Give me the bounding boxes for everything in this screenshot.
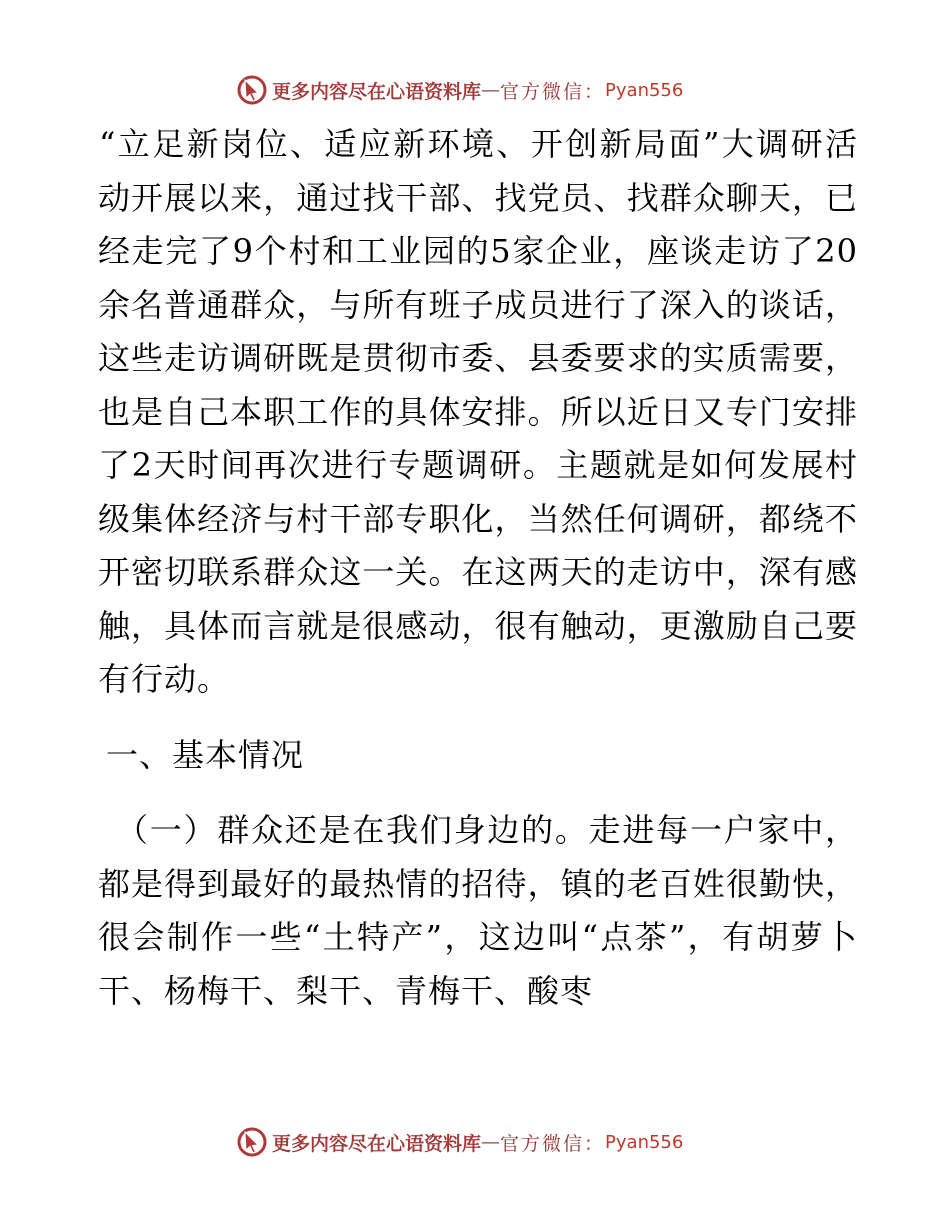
watermark-id: Pyan556 [605,1131,684,1153]
paragraph-section-1-text: （一）群众还是在我们身边的。走进每一户家中，都是得到最好的最热情的招待，镇的老百姓很勤快，很会制作一些“土特产”，这边叫“点茶”，有胡萝卜干、杨梅干、梨干、青梅干、酸枣 [98,811,858,1010]
paragraph-intro: “立足新岗位、适应新环境、开创新局面”大调研活动开展以来，通过找干部、找党员、找群众聊天，已经走完了9个村和工业园的5家企业，座谈走访了20余名普通群众，与所有班子成员进行了深入的谈话，这些走访调研既是贯彻市委、县委要求的实质需要，也是自己本职工作的具体安排。所以近日又专门安排了2天时间再次进行专题调研。主题就是如何发展村级集体经济与村干部专职化，当然任何调研，都绕不开密切联系群众这一关。在这两天的走访中，深有感触，具体而言就是很感动，很有触动，更激励自己要有行动。 [98,125,858,698]
watermark-separator: — [481,79,501,101]
watermark-label: 官方微信： [500,1132,606,1155]
watermark-separator: — [481,1131,501,1153]
document-body [98,118,858,1018]
watermark-brand: 更多内容尽在心语资料库 [272,80,482,103]
header-watermark [236,72,716,108]
watermark-label: 官方微信： [500,80,606,103]
mouse-pointer-logo-icon [236,74,268,106]
section-heading: 一、基本情况 [106,735,305,774]
mouse-pointer-logo-icon [236,1126,268,1158]
watermark-id: Pyan556 [605,79,684,101]
footer-watermark [236,1124,716,1160]
paragraph-section-1 [98,804,858,1018]
watermark-brand: 更多内容尽在心语资料库 [272,1132,482,1155]
